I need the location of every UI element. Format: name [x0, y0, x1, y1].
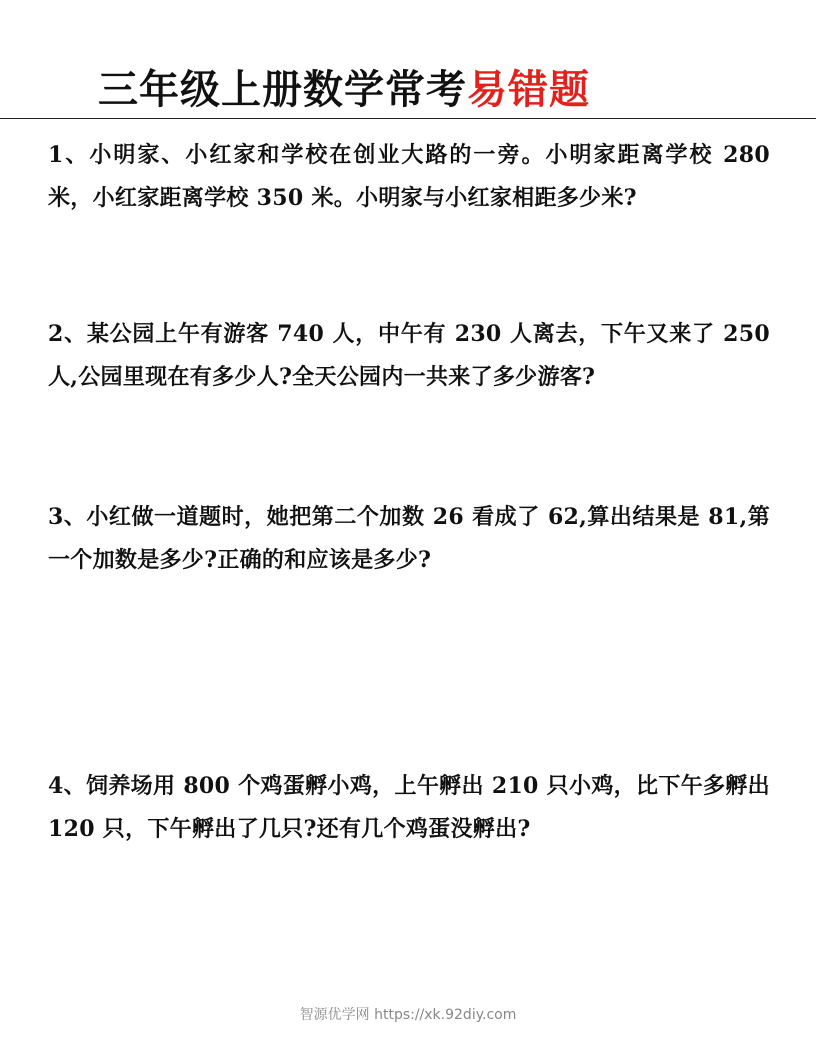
question-2: 2、某公园上午有游客 740 人，中午有 230 人离去，下午又来了 250 人,公园里现在有多少人?全天公园内一共来了多少游客? — [48, 321, 770, 390]
header-divider — [0, 118, 816, 119]
question-1: 1、小明家、小红家和学校在创业大路的一旁。小明家距离学校 280 米，小红家距离学校 350 米。小明家与小红家相距多少米? — [48, 142, 770, 211]
footer-watermark: 智源优学网 https://xk.92diy.com — [299, 1007, 517, 1023]
question-4: 4、饲养场用 800 个鸡蛋孵小鸡，上午孵出 210 只小鸡，比下午多孵出 120 只，下午孵出了几只?还有几个鸡蛋没孵出? — [48, 773, 770, 842]
page-header — [0, 0, 816, 120]
title-main: 三年级上册数学常考 — [98, 66, 467, 113]
question-3: 3、小红做一道题时，她把第二个加数 26 看成了 62,算出结果是 81,第一个加数是多少?正确的和应该是多少? — [48, 504, 770, 573]
page-title — [98, 62, 590, 118]
title-accent: 易错题 — [467, 66, 590, 113]
